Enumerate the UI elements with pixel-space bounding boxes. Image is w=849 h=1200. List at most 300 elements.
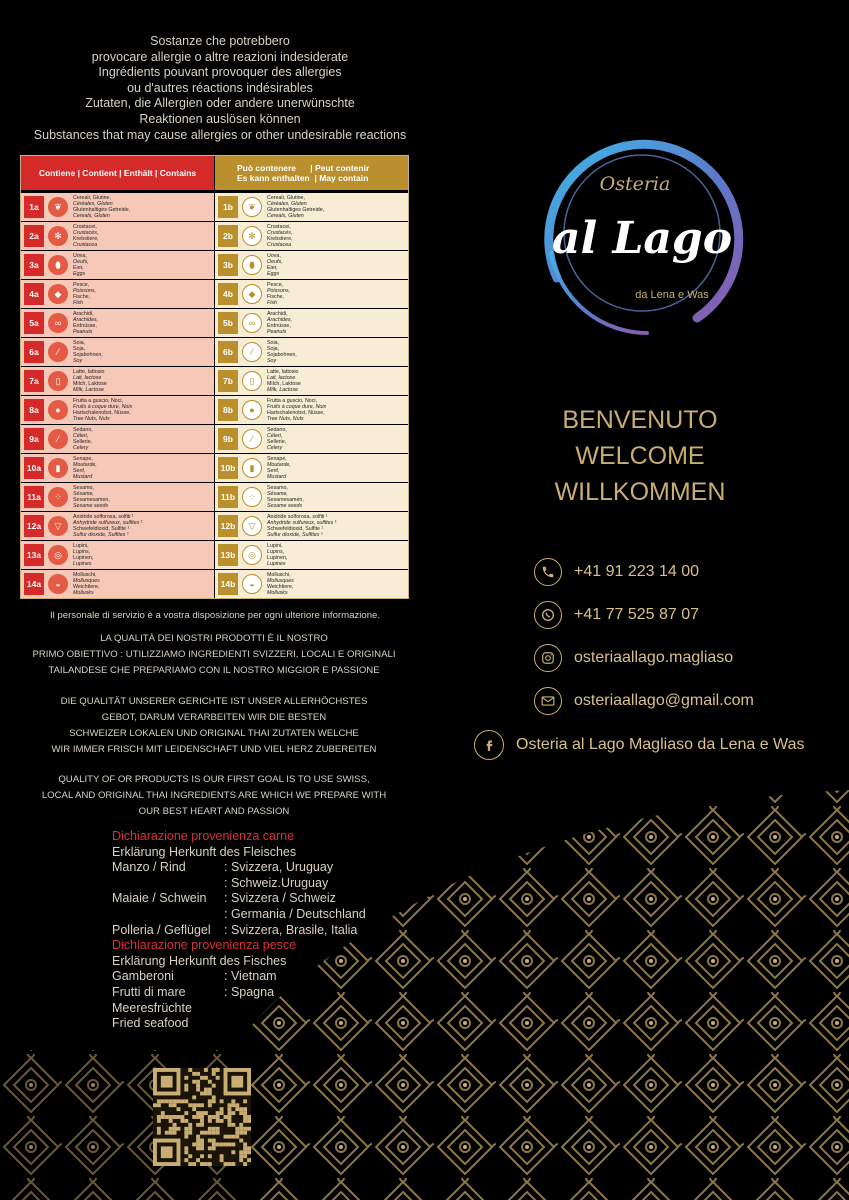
allergen-name: Céréales, Gluten — [267, 201, 307, 207]
sesame-icon: ⁘ — [242, 487, 262, 507]
intro-line: Ingrédients pouvant provoquer des allergies — [98, 65, 342, 80]
allergen-name: Krebstiere, — [267, 236, 293, 242]
meat-provenance-heading: Dichiarazione provenienza carne — [112, 829, 295, 843]
allergen-name: Soja, — [73, 346, 86, 352]
provenance-item — [112, 907, 224, 923]
provenance-line — [112, 876, 366, 892]
allergen-names — [73, 572, 100, 596]
provenance-line — [112, 985, 366, 1001]
allergen-code: 14b — [218, 573, 238, 595]
allergen-name: Arachidi, — [267, 311, 288, 317]
allergen-name: Poissons, — [73, 288, 96, 294]
allergen-name: Uova, — [267, 253, 281, 259]
milk-icon: ▯ — [48, 371, 68, 391]
allergen-name: Hartschalenobst, Nüsse, — [267, 410, 325, 416]
lupin-icon: ◎ — [242, 545, 262, 565]
may-contain-row — [215, 338, 408, 366]
allergen-name: Sesamesamen, — [73, 497, 110, 503]
allergen-name: Sedano, — [267, 427, 287, 433]
allergen-name: Sellerie, — [267, 439, 287, 445]
allergen-name: Fish — [73, 300, 84, 306]
logo-sub-text: da Lena e Was — [635, 289, 709, 301]
allergen-code: 3a — [24, 254, 44, 276]
allergen-names — [267, 195, 324, 219]
allergen-name: Sojabohnen, — [73, 352, 103, 358]
may-contain-row — [215, 541, 408, 569]
may-contain-row — [215, 251, 408, 279]
allergen-code: 4b — [218, 283, 238, 305]
allergen-name: Cereali, Glutine, — [267, 195, 305, 201]
allergen-name: Fruits à coque dure, Noix — [73, 404, 133, 410]
contains-row — [21, 454, 214, 482]
welcome-line-en: WELCOME — [575, 442, 705, 470]
allergen-code: 7a — [24, 370, 44, 392]
allergen-code: 6a — [24, 341, 44, 363]
shell-icon: ◒ — [242, 574, 262, 594]
allergen-name: Tree Nuts, Nuts — [267, 416, 304, 422]
allergen-name: Molluschi, — [267, 572, 291, 578]
allergen-name: Molluschi, — [73, 572, 97, 578]
allergen-code: 9b — [218, 428, 238, 450]
allergen-name: Fische, — [73, 294, 91, 300]
provenance-line — [112, 969, 366, 985]
allergen-names — [267, 398, 326, 422]
allergen-name: Erdnüsse, — [73, 323, 97, 329]
allergen-code: 2b — [218, 225, 238, 247]
fish-provenance-heading: Dichiarazione provenienza pesce — [112, 938, 297, 953]
provenance-origin: : Schweiz.Uruguay — [224, 875, 329, 890]
contains-row — [21, 512, 214, 540]
phone-contact[interactable] — [534, 558, 699, 586]
instagram-icon — [534, 644, 562, 672]
allergen-code: 1b — [218, 196, 238, 218]
may-contain-header-line: Può contenere | Peut contenir — [237, 163, 370, 173]
may-contain-header-line: Es kann enthalten | May contain — [237, 173, 369, 183]
allergen-name: Senape, — [267, 456, 287, 462]
may-contain-row — [215, 483, 408, 511]
allergen-name: Peanuts — [267, 329, 287, 335]
allergen-name: Anidride solforosa, solfiti ¹ — [267, 514, 328, 520]
provenance-origin: : Svizzera, Brasile, Italia — [224, 922, 358, 937]
allergen-name: Sedano, — [73, 427, 93, 433]
contains-row — [21, 425, 214, 453]
allergen-name: Latte, lattosio — [73, 369, 105, 375]
allergen-code: 11a — [24, 486, 44, 508]
allergen-name: Milk, Lactose — [267, 387, 298, 393]
allergen-names — [267, 543, 287, 567]
allergen-name: Crostacei, — [73, 224, 97, 230]
statement-line: OUR BEST HEART AND PASSION — [138, 806, 290, 817]
allergen-name: Arachides, — [73, 317, 99, 323]
allergen-names — [73, 398, 132, 422]
allergen-name: Lupini, — [73, 543, 89, 549]
allergen-code: 12b — [218, 515, 238, 537]
facebook-page-name[interactable]: Osteria al Lago Magliaso da Lena e Was — [516, 736, 805, 753]
crab-icon: ✻ — [48, 226, 68, 246]
provenance-origin: : Spagna — [224, 984, 275, 999]
facebook-contact[interactable] — [474, 730, 804, 760]
allergen-name: Latte, lattosio — [267, 369, 299, 375]
allergen-names — [267, 485, 304, 509]
allergen-code: 8b — [218, 399, 238, 421]
allergen-name: Mollusques — [267, 578, 294, 584]
allergen-name: Sesame seeds — [267, 503, 303, 509]
staff-note: Il personale di servizio è a vostra disposizione per ogni ulteriore informazione. — [49, 610, 381, 621]
allergen-code: 11b — [218, 486, 238, 508]
allergen-name: Lait, lactose — [73, 375, 102, 381]
allergen-code: 10b — [218, 457, 238, 479]
allergen-name: Fruits à coque dure, Noix — [267, 404, 327, 410]
email-icon — [534, 687, 562, 715]
lupin-icon: ◎ — [48, 545, 68, 565]
allergen-name: Fish — [267, 300, 278, 306]
allergen-code: 14a — [24, 573, 44, 595]
allergen-name: Lupins, — [73, 549, 91, 555]
contains-row — [21, 483, 214, 511]
allergen-name: Weichtiere, — [73, 584, 100, 590]
allergen-name: Mollusks — [267, 590, 288, 596]
allergen-name: Lait, lactose — [267, 375, 296, 381]
phone-number[interactable]: +41 91 223 14 00 — [574, 563, 700, 580]
allergen-code: 8a — [24, 399, 44, 421]
nut-icon: ● — [242, 400, 262, 420]
provenance-line — [112, 860, 366, 876]
allergen-name: Arachides, — [267, 317, 293, 323]
intro-line: Substances that may cause allergies or other undesirable reactions — [33, 127, 407, 142]
allergen-names — [73, 340, 103, 364]
contains-row — [21, 367, 214, 395]
allergen-name: Mollusques — [73, 578, 100, 584]
allergen-code: 10a — [24, 457, 44, 479]
allergen-name: Sesamesamen, — [267, 497, 304, 503]
provenance-item — [112, 876, 224, 892]
allergen-name: Pesce, — [267, 282, 284, 288]
allergen-code: 13a — [24, 544, 44, 566]
allergen-names — [267, 456, 291, 480]
allergen-name: Moutarde, — [73, 462, 97, 468]
provenance-line — [112, 891, 366, 907]
statement-line: WIR IMMER FRISCH MIT LEIDENSCHAFT UND VIEL HERZ ZUBEREITEN — [51, 744, 377, 755]
may-contain-row — [215, 193, 408, 221]
statement-line: QUALITY OF OR PRODUCTS IS OUR FIRST GOAL IS TO USE SWISS, — [58, 774, 370, 785]
allergen-code: 7b — [218, 370, 238, 392]
allergen-name: Mustard — [267, 474, 287, 480]
allergen-code: 5b — [218, 312, 238, 334]
allergen-name: Cereals, Gluten — [73, 213, 110, 219]
allergen-name: Lupinen, — [267, 555, 288, 561]
egg-icon: ⬮ — [242, 255, 262, 275]
may-contain-row — [215, 425, 408, 453]
contains-row — [21, 338, 214, 366]
allergen-name: Oeufs, — [73, 259, 89, 265]
wheat-icon: ❦ — [242, 197, 262, 217]
whatsapp-contact[interactable] — [534, 601, 699, 629]
allergen-name: Anhydride sulfureux, sulfites ¹ — [267, 520, 337, 526]
allergen-name: Fische, — [267, 294, 285, 300]
welcome-line-it: BENVENUTO — [562, 406, 718, 434]
allergen-name: Sulfur dioxide, Sulfites ¹ — [73, 532, 129, 538]
may-contain-row — [215, 570, 408, 598]
allergen-names — [73, 485, 110, 509]
allergen-name: Mustard — [73, 474, 93, 480]
allergen-name: Crustacés, — [73, 230, 99, 236]
allergen-name: Sulfur dioxide, Sulfites ¹ — [267, 532, 323, 538]
allergen-name: Oeufs, — [267, 259, 283, 265]
allergen-name: Glutenhaltiges Getreide, — [267, 207, 325, 213]
may-contain-row — [215, 309, 408, 337]
wheat-icon: ❦ — [48, 197, 68, 217]
allergen-name: Sesame seeds — [73, 503, 109, 509]
provenance-line — [112, 1016, 366, 1032]
allergen-names — [73, 514, 142, 538]
fish-icon: ◆ — [48, 284, 68, 304]
allergen-name: Sojabohnen, — [267, 352, 297, 358]
allergen-name: Anhydride sulfureux, sulfites ¹ — [73, 520, 143, 526]
logo-main-text: al Lago — [551, 213, 733, 264]
provenance-origin: : Svizzera / Schweiz — [224, 891, 336, 906]
allergen-names — [267, 311, 292, 335]
contains-row — [21, 570, 214, 598]
quality-statement-it — [18, 631, 410, 679]
contains-row — [21, 280, 214, 308]
wine-icon: ▽ — [242, 516, 262, 536]
provenance-line — [112, 1001, 366, 1017]
provenance-item: Maiaie / Schwein — [112, 891, 207, 906]
instagram-contact[interactable] — [534, 644, 733, 672]
allergen-name: Crustacea — [267, 242, 292, 248]
provenance-origin: : Vietnam — [224, 969, 277, 984]
allergen-names — [73, 311, 98, 335]
allergen-name: Senf, — [267, 468, 280, 474]
allergen-names — [267, 282, 290, 306]
contains-row — [21, 193, 214, 221]
allergen-name: Mollusks — [73, 590, 94, 596]
allergen-name: Pesce, — [73, 282, 90, 288]
contains-row — [21, 251, 214, 279]
allergen-name: Peanuts — [73, 329, 93, 335]
email-address[interactable]: osteriaallago@gmail.com — [574, 692, 754, 709]
allergen-name: Hartschalenobst, Nüsse, — [73, 410, 131, 416]
meat-provenance-subheading: Erklärung Herkunft des Fleisches — [112, 844, 297, 859]
email-contact[interactable] — [534, 687, 754, 715]
allergen-name: Sesamo, — [267, 485, 288, 491]
allergen-name: Milch, Laktose — [73, 381, 107, 387]
intro-line: ou d'autres réactions indésirables — [127, 80, 313, 95]
allergen-name: Celery — [73, 445, 89, 451]
peanut-icon: ∞ — [48, 313, 68, 333]
allergen-table — [20, 155, 409, 599]
facebook-icon — [474, 730, 504, 760]
quality-statement-de — [18, 694, 410, 758]
allergen-name: Soy — [267, 358, 277, 364]
qr-code[interactable] — [153, 1068, 251, 1166]
intro-line: Zutaten, die Allergien oder andere unerwünschte — [85, 96, 355, 111]
may-contain-row — [215, 512, 408, 540]
statement-line: SCHWEIZER LOKALEN UND ORIGINAL THAI ZUTATEN WELCHE — [69, 728, 359, 739]
allergen-name: Soia, — [73, 340, 86, 346]
statement-line: PRIMO OBIETTIVO : UTILIZZIAMO INGREDIENTI SVIZZERI, LOCALI E ORIGINALI — [32, 649, 396, 660]
allergen-code: 13b — [218, 544, 238, 566]
allergen-name: Moutarde, — [267, 462, 291, 468]
intro-line: Sostanze che potrebbero — [150, 34, 290, 48]
allergen-names — [73, 543, 93, 567]
allergen-intro — [20, 34, 420, 143]
allergen-name: Céréales, Gluten — [73, 201, 113, 207]
allergen-code: 12a — [24, 515, 44, 537]
fish-provenance-subheading: Erklärung Herkunft des Fisches — [112, 953, 287, 968]
allergen-name: Soja, — [267, 346, 280, 352]
provenance-item: Gamberoni — [112, 969, 174, 984]
allergen-name: Poissons, — [267, 288, 290, 294]
allergen-code: 6b — [218, 341, 238, 363]
milk-icon: ▯ — [242, 371, 262, 391]
may-contain-row — [215, 222, 408, 250]
logo-top-text: Osteria — [599, 173, 671, 195]
allergen-code: 3b — [218, 254, 238, 276]
allergen-names — [73, 456, 97, 480]
allergen-name: Lupines — [73, 561, 92, 567]
allergen-names — [267, 427, 287, 451]
allergen-code: 4a — [24, 283, 44, 305]
allergen-name: Soia, — [267, 340, 280, 346]
allergen-name: Lupines — [267, 561, 286, 567]
may-contain-row — [215, 454, 408, 482]
soy-icon: ⁄ — [48, 342, 68, 362]
may-contain-header — [215, 156, 408, 190]
mustard-icon: ▮ — [48, 458, 68, 478]
allergen-name: Milk, Lactose — [73, 387, 104, 393]
welcome-heading — [470, 402, 810, 510]
provenance-item: Fried seafood — [112, 1016, 189, 1031]
allergen-name: Milch, Laktose — [267, 381, 301, 387]
allergen-name: Crostacei, — [267, 224, 291, 230]
allergen-name: Lupini, — [267, 543, 283, 549]
allergen-name: Cereals, Gluten — [267, 213, 304, 219]
intro-line: Reaktionen auslösen können — [139, 111, 301, 126]
contains-row — [21, 309, 214, 337]
nut-icon: ● — [48, 400, 68, 420]
allergen-name: Tree Nuts, Nuts — [73, 416, 110, 422]
allergen-names — [267, 514, 336, 538]
allergen-name: Weichtiere, — [267, 584, 294, 590]
provenance-line — [112, 907, 366, 923]
provenance-item: Meeresfrüchte — [112, 1000, 192, 1015]
allergen-name: Glutenhaltiges Getreide, — [73, 207, 131, 213]
fish-icon: ◆ — [242, 284, 262, 304]
phone-icon — [534, 558, 562, 586]
allergen-name: Lupins, — [267, 549, 285, 555]
allergen-name: Frutta a guscio, Noci, — [73, 398, 124, 404]
allergen-code: 2a — [24, 225, 44, 247]
statement-line: LOCAL AND ORIGINAL THAI INGREDIENTS ARE WHICH WE PREPARE WITH — [41, 790, 387, 801]
statement-line: DIE QUALITÄT UNSERER GERICHTE IST UNSER ALLERHÖCHSTES — [60, 696, 368, 707]
provenance-item: Manzo / Rind — [112, 860, 186, 875]
allergen-name: Crustacés, — [267, 230, 293, 236]
contains-row — [21, 541, 214, 569]
allergen-names — [73, 282, 96, 306]
allergen-name: Arachidi, — [73, 311, 94, 317]
whatsapp-icon — [534, 601, 562, 629]
wine-icon: ▽ — [48, 516, 68, 536]
allergen-name: Senape, — [73, 456, 93, 462]
allergen-names — [73, 253, 89, 277]
allergen-code: 1a — [24, 196, 44, 218]
provenance-line — [112, 923, 366, 939]
allergen-name: Eier, — [267, 265, 278, 271]
allergen-names — [73, 369, 107, 393]
allergen-name: Lupinen, — [73, 555, 94, 561]
provenance-origin: : Germania / Deutschland — [224, 906, 366, 921]
allergen-name: Soy — [73, 358, 83, 364]
statement-line: LA QUALITÀ DEI NOSTRI PRODOTTI È IL NOSTRO — [100, 633, 328, 644]
allergen-names — [267, 340, 297, 364]
instagram-handle[interactable]: osteriaallago.magliaso — [574, 649, 734, 666]
allergen-names — [267, 369, 301, 393]
may-contain-row — [215, 396, 408, 424]
intro-line: provocare allergie o altre reazioni indesiderate — [91, 49, 349, 64]
allergen-code: 9a — [24, 428, 44, 450]
allergen-code: 5a — [24, 312, 44, 334]
allergen-name: Frutta a guscio, Noci, — [267, 398, 318, 404]
allergen-name: Crustacea — [73, 242, 98, 248]
contains-header: Contiene | Contient | Enthält | Contains — [21, 156, 214, 190]
allergen-names — [267, 224, 293, 248]
quality-statement-en — [18, 772, 410, 820]
statement-line: TAILANDESE CHE PREPARIAMO CON IL NOSTRO MIGGIOR E PASSIONE — [48, 665, 380, 676]
allergen-name: Senf, — [73, 468, 86, 474]
statement-line: GEBOT, DARUM VERARBEITEN WIR DIE BESTEN — [101, 712, 327, 723]
mustard-icon: ▮ — [242, 458, 262, 478]
provenance-origin: : Svizzera, Uruguay — [224, 860, 334, 875]
allergen-names — [73, 224, 99, 248]
allergen-names — [267, 572, 294, 596]
allergen-name: Sesamo, — [73, 485, 94, 491]
celery-icon: ⁄ — [48, 429, 68, 449]
allergen-name: Erdnüsse, — [267, 323, 291, 329]
egg-icon: ⬮ — [48, 255, 68, 275]
allergen-name: Céleri, — [73, 433, 89, 439]
crab-icon: ✻ — [242, 226, 262, 246]
allergen-name: Eggs — [267, 271, 280, 277]
allergen-name: Céleri, — [267, 433, 283, 439]
allergen-name: Cereali, Glutine, — [73, 195, 111, 201]
provenance-item: Frutti di mare — [112, 984, 186, 999]
contains-row — [21, 396, 214, 424]
allergen-name: Schwefeldioxid, Sulfite ¹ — [267, 526, 324, 532]
allergen-names — [267, 253, 283, 277]
allergen-name: Celery — [267, 445, 283, 451]
celery-icon: ⁄ — [242, 429, 262, 449]
peanut-icon: ∞ — [242, 313, 262, 333]
allergen-name: Eier, — [73, 265, 84, 271]
allergen-names — [73, 195, 130, 219]
allergen-name: Eggs — [73, 271, 86, 277]
provenance-item: Polleria / Geflügel — [112, 922, 211, 937]
soy-icon: ⁄ — [242, 342, 262, 362]
allergen-name: Schwefeldioxid, Sulfite ¹ — [73, 526, 130, 532]
allergen-name: Sésame, — [73, 491, 94, 497]
contains-row — [21, 222, 214, 250]
allergen-name: Krebstiere, — [73, 236, 99, 242]
may-contain-row — [215, 280, 408, 308]
allergen-name: Sellerie, — [73, 439, 93, 445]
sesame-icon: ⁘ — [48, 487, 68, 507]
restaurant-logo — [527, 118, 757, 348]
allergen-name: Uova, — [73, 253, 87, 259]
may-contain-row — [215, 367, 408, 395]
welcome-line-de: WILLKOMMEN — [554, 478, 726, 506]
whatsapp-number[interactable]: +41 77 525 87 07 — [574, 606, 700, 623]
